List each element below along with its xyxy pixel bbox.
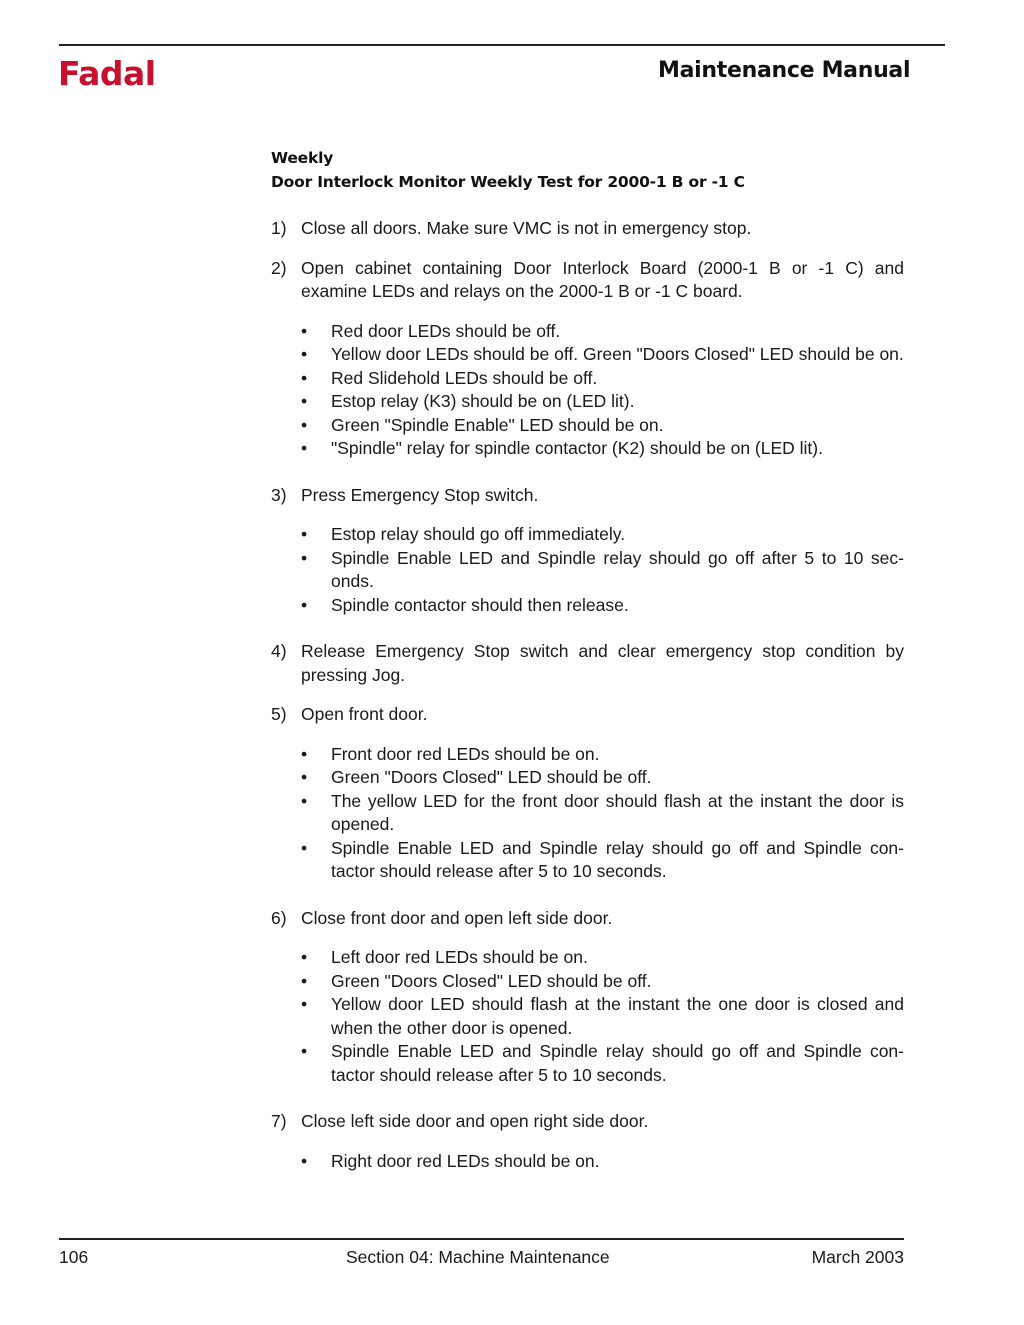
procedure-step <box>271 484 904 508</box>
bullet-icon: • <box>301 547 308 568</box>
bullet-text: Yellow door LED should flash at the instant the one door is closed and when the other door is opened. <box>331 994 904 1038</box>
bullet-icon: • <box>301 524 308 544</box>
procedure-step <box>271 640 904 687</box>
bullet-text: "Spindle" relay for spindle contactor (K2) should be on (LED lit). <box>331 438 823 458</box>
step-text: Close left side door and open right side door. <box>301 1111 649 1131</box>
bullet-icon: • <box>301 970 308 991</box>
bullet-icon: • <box>301 438 308 458</box>
bullet-icon: • <box>301 790 308 811</box>
step-text: Open cabinet containing Door Interlock Board (2000-1 B or -1 C) and examine LEDs and relays on the 2000-1 B or -1 C board. <box>301 257 904 301</box>
header-rule <box>59 44 945 46</box>
bullet-text: Spindle contactor should then release. <box>331 594 629 615</box>
bullet-item <box>271 437 904 461</box>
bullet-icon: • <box>301 367 308 388</box>
step-text: Close front door and open left side door. <box>301 907 613 928</box>
bullet-text: Red door LEDs should be off. <box>331 320 561 341</box>
bullet-text: Right door red LEDs should be on. <box>331 1150 600 1171</box>
bullet-icon: • <box>301 414 308 435</box>
bullet-icon: • <box>301 320 308 341</box>
bullet-item <box>271 320 904 344</box>
bullet-text: Estop relay should go off immediately. <box>331 524 626 544</box>
section-heading <box>271 146 904 194</box>
step-number: 1) <box>271 218 287 238</box>
manual-title: Maintenance Manual <box>658 58 911 83</box>
bullet-text: Spindle Enable LED and Spindle relay should go off and Spindle con-tactor should release after 5 to 10 seconds. <box>331 1041 904 1085</box>
bullet-text: Spindle Enable LED and Spindle relay should go off after 5 to 10 sec-onds. <box>331 547 904 591</box>
bullet-text: Yellow door LEDs should be off. Green "Doors Closed" LED should be on. <box>331 344 904 364</box>
procedure-step <box>271 907 904 931</box>
bullet-item <box>271 390 904 414</box>
bullet-text: Green "Doors Closed" LED should be off. <box>331 767 652 787</box>
bullet-icon: • <box>301 994 308 1014</box>
bullet-text: Green "Spindle Enable" LED should be on. <box>331 414 664 435</box>
bullet-icon: • <box>301 594 308 615</box>
bullet-item <box>271 743 904 767</box>
step-number: 5) <box>271 704 287 724</box>
bullet-icon: • <box>301 344 308 364</box>
bullet-item <box>271 837 904 884</box>
bullet-icon: • <box>301 391 308 411</box>
procedure-step <box>271 703 904 727</box>
step-number: 7) <box>271 1111 287 1131</box>
bullet-item <box>271 790 904 837</box>
procedure-step <box>271 257 904 304</box>
bullet-list <box>271 946 904 1087</box>
bullet-icon: • <box>301 837 308 858</box>
bullet-icon: • <box>301 743 308 764</box>
footer-rule <box>59 1238 904 1240</box>
bullet-item <box>271 547 904 594</box>
bullet-icon: • <box>301 1041 308 1061</box>
bullet-text: Spindle Enable LED and Spindle relay should go off and Spindle con-tactor should release after 5 to 10 seconds. <box>331 837 904 881</box>
procedure-steps <box>271 217 904 1173</box>
bullet-item <box>271 946 904 970</box>
bullet-text: The yellow LED for the front door should flash at the instant the door is opened. <box>331 790 904 834</box>
page-content <box>271 146 904 1196</box>
bullet-list <box>271 1150 904 1174</box>
bullet-item <box>271 766 904 790</box>
bullet-item <box>271 970 904 994</box>
step-text: Open front door. <box>301 704 428 724</box>
section-title: Door Interlock Monitor Weekly Test for 2000-1 B or -1 C <box>271 173 745 191</box>
bullet-item <box>271 1150 904 1174</box>
bullet-item <box>271 594 904 618</box>
bullet-list <box>271 523 904 617</box>
step-text: Release Emergency Stop switch and clear emergency stop condition by pressing Jog. <box>301 641 904 685</box>
bullet-text: Front door red LEDs should be on. <box>331 743 600 764</box>
step-number: 2) <box>271 257 287 278</box>
step-text: Close all doors. Make sure VMC is not in emergency stop. <box>301 218 752 238</box>
bullet-icon: • <box>301 947 308 967</box>
page-footer <box>59 1247 904 1271</box>
procedure-step <box>271 1110 904 1134</box>
bullet-text: Left door red LEDs should be on. <box>331 947 588 967</box>
fadal-logo: Fadal <box>58 54 156 93</box>
bullet-item <box>271 993 904 1040</box>
bullet-icon: • <box>301 1150 308 1171</box>
bullet-text: Red Slidehold LEDs should be off. <box>331 367 598 388</box>
bullet-text: Estop relay (K3) should be on (LED lit). <box>331 391 635 411</box>
footer-section: Section 04: Machine Maintenance <box>346 1247 610 1267</box>
bullet-item <box>271 523 904 547</box>
step-number: 4) <box>271 641 287 661</box>
section-label: Weekly <box>271 149 334 167</box>
bullet-icon: • <box>301 767 308 787</box>
procedure-step <box>271 217 904 241</box>
step-number: 6) <box>271 907 287 928</box>
bullet-text: Green "Doors Closed" LED should be off. <box>331 970 652 991</box>
page-number: 106 <box>59 1247 89 1267</box>
bullet-item <box>271 343 904 367</box>
bullet-item <box>271 414 904 438</box>
bullet-item <box>271 1040 904 1087</box>
footer-date: March 2003 <box>811 1247 904 1267</box>
bullet-list <box>271 320 904 461</box>
bullet-item <box>271 367 904 391</box>
bullet-list <box>271 743 904 884</box>
step-text: Press Emergency Stop switch. <box>301 484 539 505</box>
step-number: 3) <box>271 484 287 505</box>
